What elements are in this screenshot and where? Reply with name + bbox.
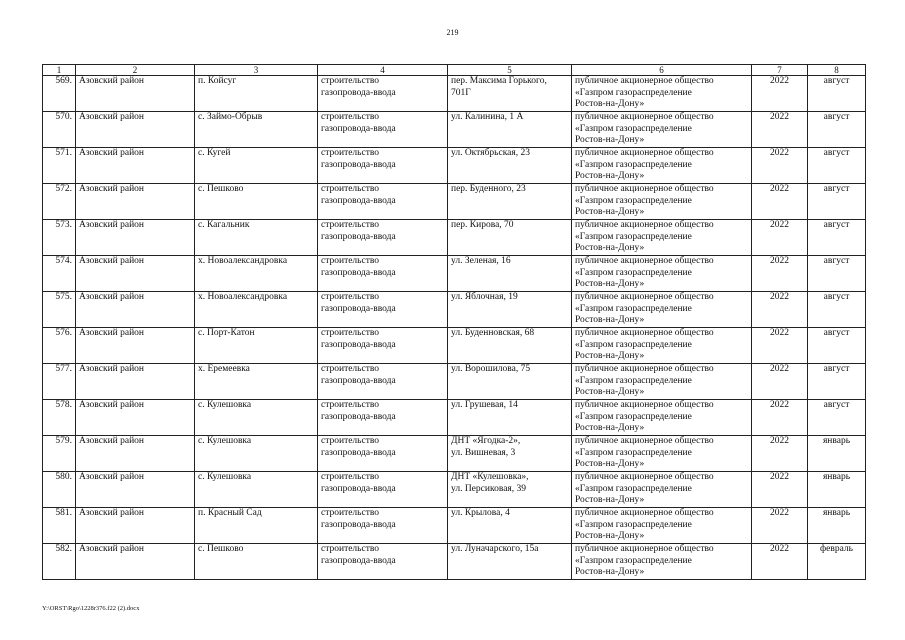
district-cell: Азовский район [76,184,195,220]
settlement-cell: х. Новоалександровка [195,256,318,292]
address-cell: ул. Грушевая, 14 [448,400,572,436]
month-cell: август [808,328,866,364]
work-type-cell: строительство газопровода-ввода [318,472,448,508]
settlement-cell: с. Кугей [195,148,318,184]
month-cell: август [808,292,866,328]
settlement-cell: п. Красный Сад [195,508,318,544]
column-header-1: 1 [43,65,76,76]
month-cell: август [808,364,866,400]
column-header-3: 3 [195,65,318,76]
month-cell: август [808,400,866,436]
work-type-cell: строительство газопровода-ввода [318,436,448,472]
year-cell: 2022 [752,184,808,220]
table-row [43,292,866,328]
year-cell: 2022 [752,76,808,112]
table-row [43,400,866,436]
table-row [43,544,866,580]
year-cell: 2022 [752,148,808,184]
year-cell: 2022 [752,328,808,364]
year-cell: 2022 [752,508,808,544]
organization-cell: публичное акционерное общество «Газпром газораспределение Ростов-на-Дону» [572,112,752,148]
address-cell: ул. Ворошилова, 75 [448,364,572,400]
settlement-cell: с. Пешково [195,184,318,220]
organization-cell: публичное акционерное общество «Газпром газораспределение Ростов-на-Дону» [572,544,752,580]
address-cell: ул. Яблочная, 19 [448,292,572,328]
table-row [43,220,866,256]
row-number: 575. [43,292,76,328]
organization-cell: публичное акционерное общество «Газпром газораспределение Ростов-на-Дону» [572,364,752,400]
settlement-cell: с. Порт-Катон [195,328,318,364]
address-cell: ул. Октябрьская, 23 [448,148,572,184]
row-number: 569. [43,76,76,112]
column-header-2: 2 [76,65,195,76]
table-row [43,364,866,400]
work-type-cell: строительство газопровода-ввода [318,400,448,436]
month-cell: январь [808,436,866,472]
year-cell: 2022 [752,220,808,256]
row-number: 581. [43,508,76,544]
settlement-cell: с. Займо-Обрыв [195,112,318,148]
row-number: 573. [43,220,76,256]
address-cell: ул. Буденновская, 68 [448,328,572,364]
year-cell: 2022 [752,544,808,580]
district-cell: Азовский район [76,364,195,400]
organization-cell: публичное акционерное общество «Газпром газораспределение Ростов-на-Дону» [572,508,752,544]
district-cell: Азовский район [76,436,195,472]
table-row [43,256,866,292]
settlement-cell: х. Новоалександровка [195,292,318,328]
table-row [43,328,866,364]
district-cell: Азовский район [76,328,195,364]
organization-cell: публичное акционерное общество «Газпром газораспределение Ростов-на-Дону» [572,256,752,292]
registry-table [42,64,866,580]
district-cell: Азовский район [76,112,195,148]
address-cell: пер. Буденного, 23 [448,184,572,220]
month-cell: август [808,148,866,184]
address-cell: ул. Зеленая, 16 [448,256,572,292]
address-cell: ул. Калинина, 1 А [448,112,572,148]
table-row [43,76,866,112]
address-cell: ул. Крылова, 4 [448,508,572,544]
district-cell: Азовский район [76,148,195,184]
organization-cell: публичное акционерное общество «Газпром газораспределение Ростов-на-Дону» [572,184,752,220]
settlement-cell: п. Койсуг [195,76,318,112]
column-header-5: 5 [448,65,572,76]
settlement-cell: с. Кагальник [195,220,318,256]
month-cell: август [808,112,866,148]
settlement-cell: с. Пешково [195,544,318,580]
settlement-cell: х. Еремеевка [195,364,318,400]
row-number: 582. [43,544,76,580]
address-cell: ул. Луначарского, 15а [448,544,572,580]
address-cell: ДНТ «Ягодка-2», ул. Вишневая, 3 [448,436,572,472]
month-cell: август [808,220,866,256]
month-cell: август [808,76,866,112]
table-row [43,112,866,148]
address-cell: пер. Максима Горького, 701Г [448,76,572,112]
district-cell: Азовский район [76,256,195,292]
year-cell: 2022 [752,436,808,472]
page-number: 219 [446,28,459,37]
table-body [43,76,866,580]
district-cell: Азовский район [76,400,195,436]
district-cell: Азовский район [76,76,195,112]
organization-cell: публичное акционерное общество «Газпром газораспределение Ростов-на-Дону» [572,328,752,364]
address-cell: пер. Кирова, 70 [448,220,572,256]
year-cell: 2022 [752,472,808,508]
district-cell: Азовский район [76,544,195,580]
row-number: 571. [43,148,76,184]
organization-cell: публичное акционерное общество «Газпром газораспределение Ростов-на-Дону» [572,436,752,472]
row-number: 572. [43,184,76,220]
work-type-cell: строительство газопровода-ввода [318,220,448,256]
header-row [43,65,866,76]
year-cell: 2022 [752,112,808,148]
table-row [43,184,866,220]
work-type-cell: строительство газопровода-ввода [318,112,448,148]
organization-cell: публичное акционерное общество «Газпром газораспределение Ростов-на-Дону» [572,76,752,112]
footer-file-path: Y:\ORST\Rgo\1228r376.f22 (2).docx [42,605,140,612]
work-type-cell: строительство газопровода-ввода [318,256,448,292]
row-number: 579. [43,436,76,472]
column-header-6: 6 [572,65,752,76]
month-cell: январь [808,472,866,508]
row-number: 578. [43,400,76,436]
column-header-4: 4 [318,65,448,76]
year-cell: 2022 [752,400,808,436]
month-cell: август [808,184,866,220]
table-row [43,148,866,184]
organization-cell: публичное акционерное общество «Газпром газораспределение Ростов-на-Дону» [572,148,752,184]
year-cell: 2022 [752,364,808,400]
work-type-cell: строительство газопровода-ввода [318,328,448,364]
table-row [43,472,866,508]
work-type-cell: строительство газопровода-ввода [318,76,448,112]
work-type-cell: строительство газопровода-ввода [318,508,448,544]
settlement-cell: с. Кулешовка [195,400,318,436]
district-cell: Азовский район [76,292,195,328]
month-cell: август [808,256,866,292]
organization-cell: публичное акционерное общество «Газпром газораспределение Ростов-на-Дону» [572,472,752,508]
settlement-cell: с. Кулешовка [195,436,318,472]
table-row [43,508,866,544]
settlement-cell: с. Кулешовка [195,472,318,508]
row-number: 580. [43,472,76,508]
organization-cell: публичное акционерное общество «Газпром газораспределение Ростов-на-Дону» [572,400,752,436]
month-cell: январь [808,508,866,544]
row-number: 574. [43,256,76,292]
year-cell: 2022 [752,256,808,292]
row-number: 577. [43,364,76,400]
row-number: 576. [43,328,76,364]
district-cell: Азовский район [76,472,195,508]
row-number: 570. [43,112,76,148]
work-type-cell: строительство газопровода-ввода [318,544,448,580]
district-cell: Азовский район [76,508,195,544]
year-cell: 2022 [752,292,808,328]
work-type-cell: строительство газопровода-ввода [318,364,448,400]
month-cell: февраль [808,544,866,580]
address-cell: ДНТ «Кулешовка», ул. Персиковая, 39 [448,472,572,508]
work-type-cell: строительство газопровода-ввода [318,148,448,184]
work-type-cell: строительство газопровода-ввода [318,292,448,328]
column-header-7: 7 [752,65,808,76]
district-cell: Азовский район [76,220,195,256]
column-header-8: 8 [808,65,866,76]
table-row [43,436,866,472]
organization-cell: публичное акционерное общество «Газпром газораспределение Ростов-на-Дону» [572,220,752,256]
work-type-cell: строительство газопровода-ввода [318,184,448,220]
organization-cell: публичное акционерное общество «Газпром газораспределение Ростов-на-Дону» [572,292,752,328]
